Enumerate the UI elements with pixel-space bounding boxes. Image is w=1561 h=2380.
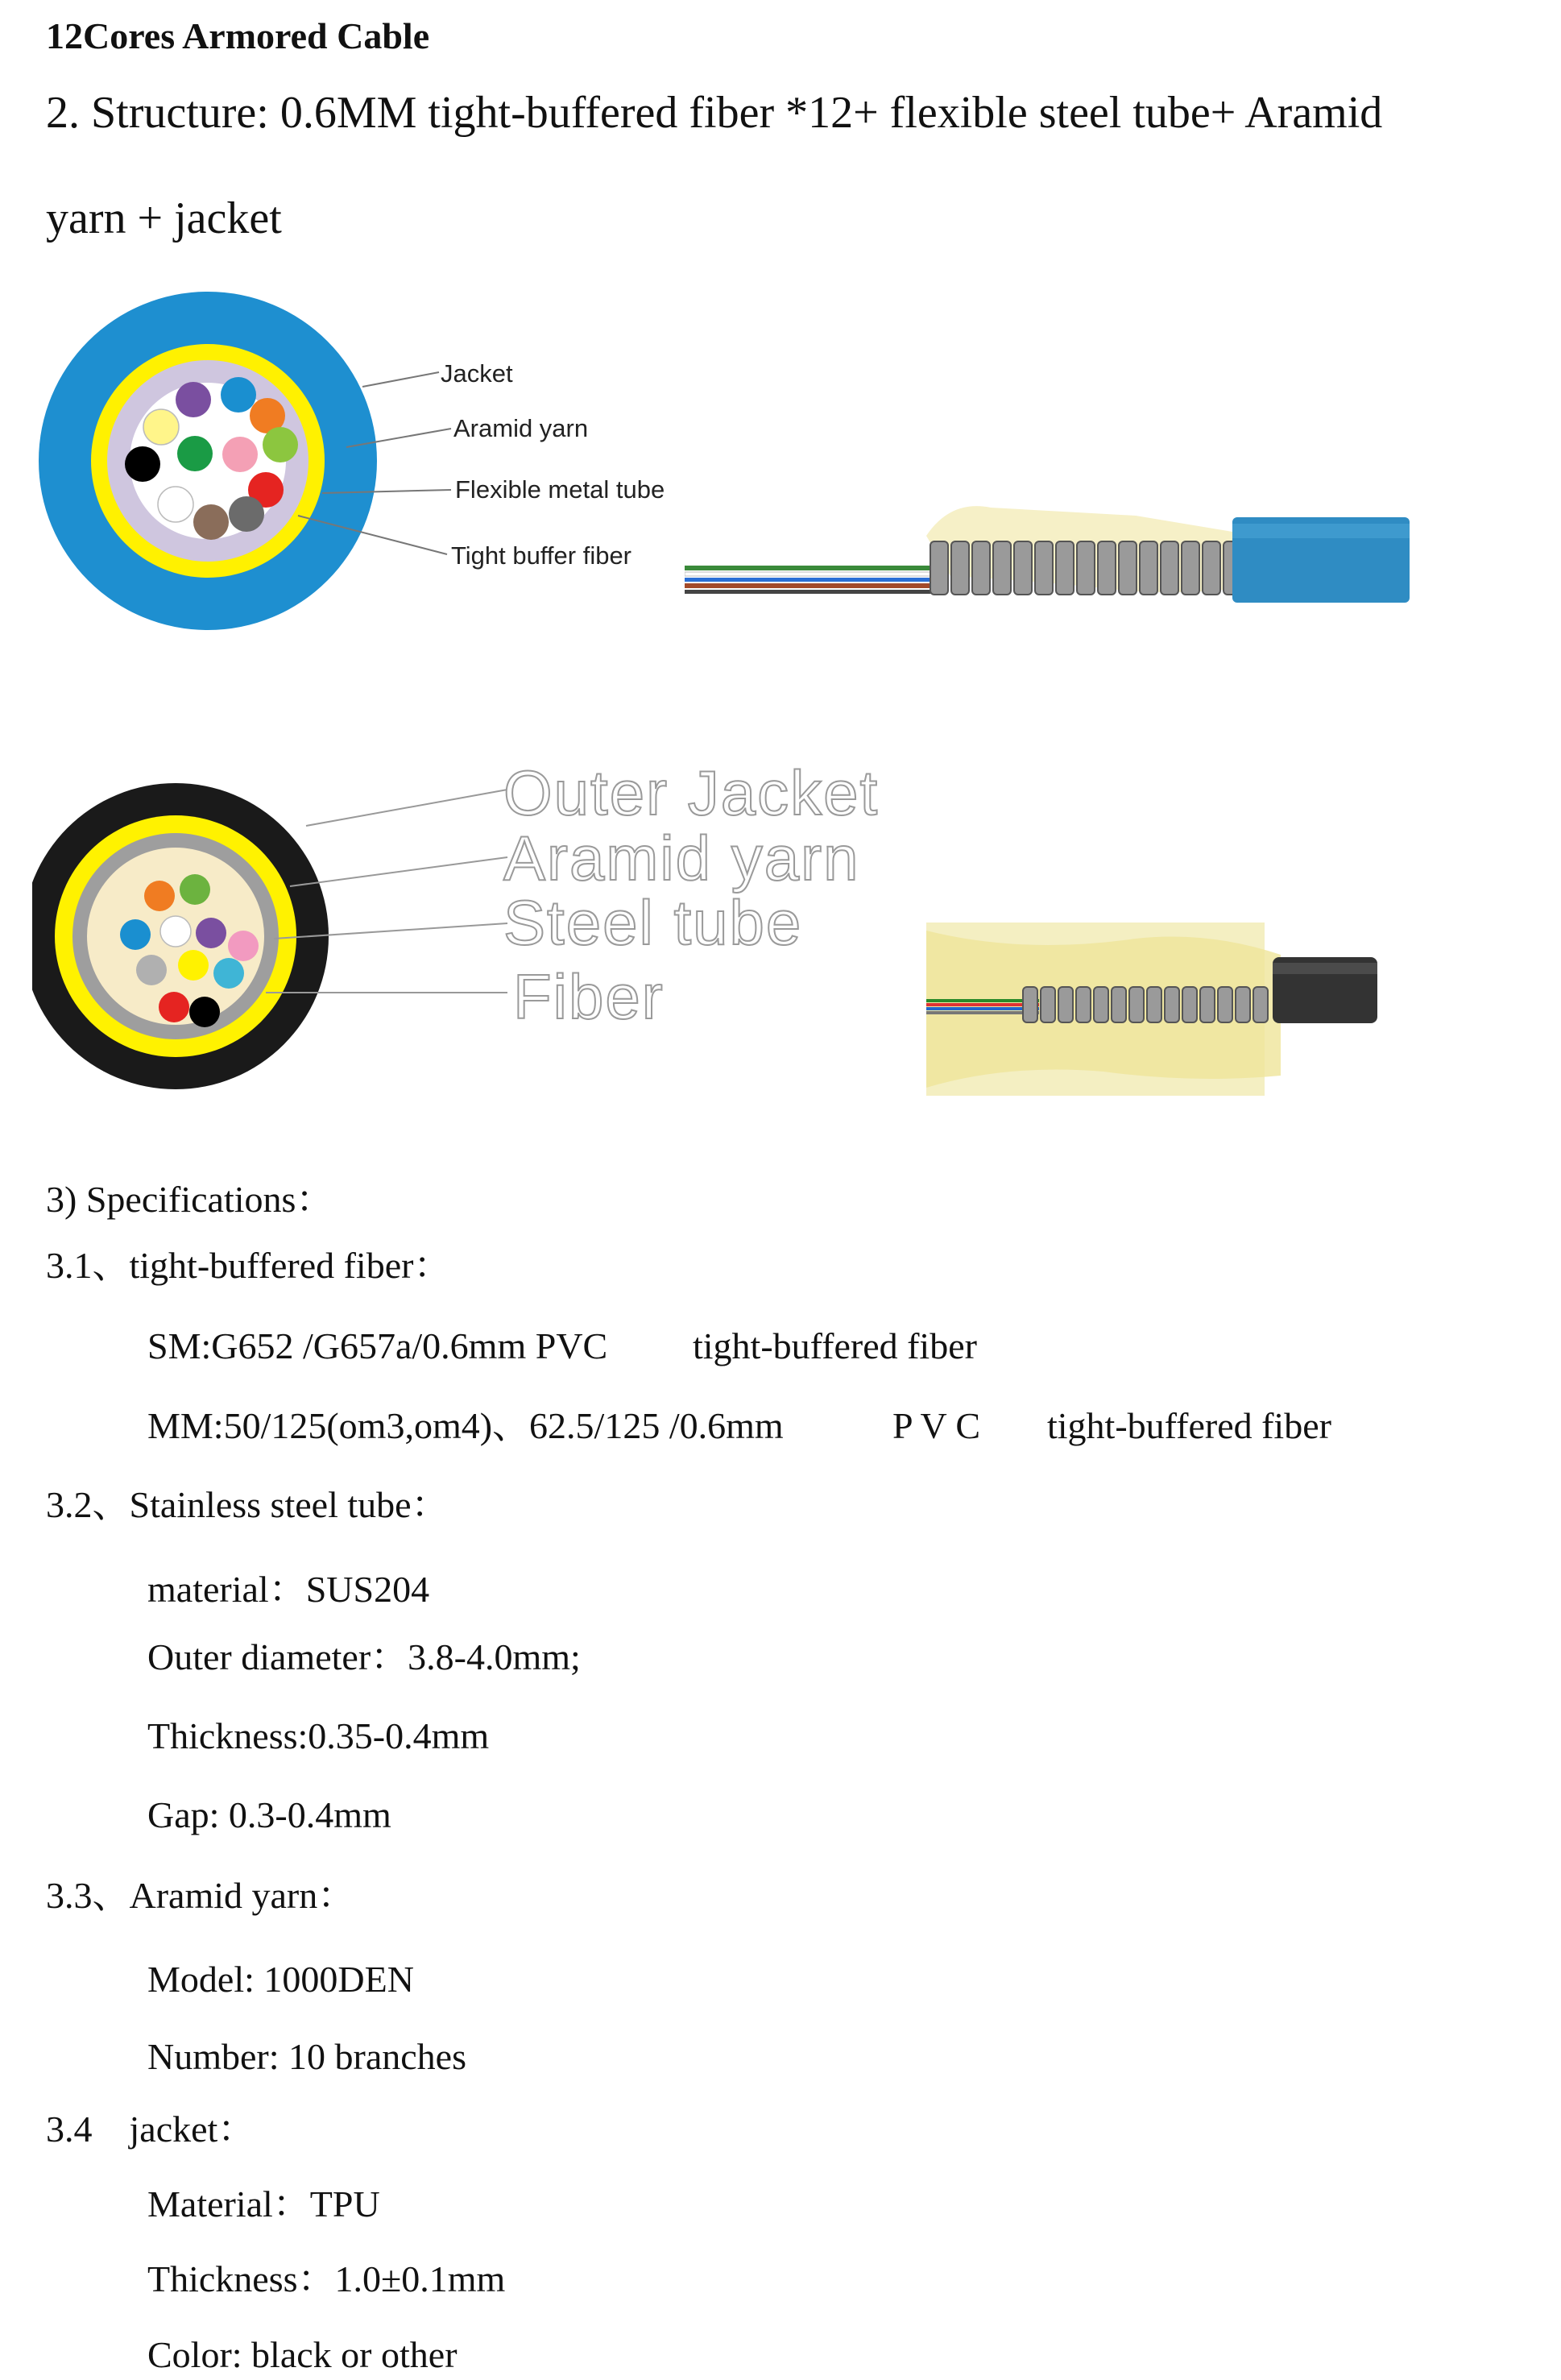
fiber-core (120, 919, 151, 950)
steel-coil-ring (930, 541, 948, 595)
steel-coil-ring (1203, 541, 1220, 595)
steel-coil-ring (1140, 541, 1157, 595)
fiber-core (136, 955, 167, 985)
sm-spec-b: tight-buffered fiber (693, 1325, 977, 1366)
section-3-2-title: 3.2、Stainless steel tube： (46, 1484, 449, 1525)
fiber-core (177, 436, 213, 471)
steel-coil-ring (1129, 987, 1144, 1022)
label-outer-jacket: Outer Jacket (503, 757, 880, 828)
steel-coil-ring (1147, 987, 1161, 1022)
steel-coil-ring (1200, 987, 1215, 1022)
fiber-core (178, 950, 209, 981)
steel-coil-ring (951, 541, 969, 595)
steel-coil (930, 541, 1241, 595)
aramid-model: Model: 1000DEN (147, 1959, 414, 2000)
steel-coil-ring (1041, 987, 1055, 1022)
fiber-core (176, 382, 211, 417)
steel-coil-ring (1014, 541, 1032, 595)
fiber-core (213, 958, 244, 989)
label-jacket: Jacket (441, 359, 513, 388)
jacket-color: Color: black or other (147, 2334, 458, 2375)
tube-gap: Gap: 0.3-0.4mm (147, 1794, 391, 1835)
steel-coil-ring (972, 541, 990, 595)
steel-coil-ring (1161, 541, 1178, 595)
tube-thickness: Thickness:0.35-0.4mm (147, 1715, 490, 1756)
sm-spec-a: SM:G652 /G657a/0.6mm PVC (147, 1325, 608, 1366)
fiber-core (160, 916, 191, 947)
steel-coil-ring (1098, 541, 1116, 595)
fiber-core (158, 487, 193, 522)
steel-coil-ring (1023, 987, 1037, 1022)
specifications-heading: 3) Specifications： (46, 1179, 333, 1220)
fiber-core (180, 874, 210, 905)
steel-coil-ring (1056, 541, 1074, 595)
steel-coil-ring (1077, 541, 1095, 595)
steel-coil-ring (1094, 987, 1108, 1022)
steel-coil-ring (1035, 541, 1053, 595)
jacket-material: Material：TPU (147, 2183, 380, 2225)
steel-coil-ring (1236, 987, 1250, 1022)
fiber-core (143, 409, 179, 445)
section-3-1-title: 3.1、tight-buffered fiber： (46, 1245, 451, 1286)
mm-spec-a: MM:50/125(om3,om4)、62.5/125 /0.6mm (147, 1405, 784, 1446)
steel-coil-ring (1182, 987, 1197, 1022)
fiber-core (193, 504, 229, 540)
steel-coil-ring (1253, 987, 1268, 1022)
cable-cross-section-diagram-1 (32, 282, 757, 645)
fiber-core (228, 931, 259, 961)
aramid-number: Number: 10 branches (147, 2036, 466, 2077)
label-fiber: Fiber (513, 961, 665, 1032)
label-flexible-metal-tube: Flexible metal tube (455, 475, 665, 504)
section-3-4-title: 3.4 jacket： (46, 2108, 255, 2150)
label-aramid-yarn: Aramid yarn (453, 414, 589, 442)
mm-spec-c: tight-buffered fiber (1047, 1405, 1331, 1446)
section-3-3-title: 3.3、Aramid yarn： (46, 1875, 355, 1916)
label-steel-tube: Steel tube (503, 887, 803, 958)
fiber-core (189, 997, 220, 1027)
fiber-core (263, 427, 298, 462)
mm-spec-b: P V C (892, 1405, 981, 1446)
tube-outer-diameter: Outer diameter：3.8-4.0mm; (147, 1636, 581, 1677)
steel-coil-ring (993, 541, 1011, 595)
blue-cable-photo (685, 491, 1410, 628)
fiber-core (221, 377, 256, 413)
document-title: 12Cores Armored Cable (46, 15, 430, 56)
steel-coil-ring (1165, 987, 1179, 1022)
cable-cross-section-diagram-2 (32, 773, 548, 1096)
steel-coil-ring (1218, 987, 1232, 1022)
steel-coil-ring (1119, 541, 1137, 595)
steel-coil-ring (1076, 987, 1091, 1022)
label-tight-buffer-fiber: Tight buffer fiber (451, 541, 632, 570)
black-cable-photo (926, 923, 1377, 1096)
label-aramid-yarn-2: Aramid yarn (503, 823, 860, 894)
fiber-core (125, 446, 160, 482)
steel-coil-ring (1112, 987, 1126, 1022)
steel-coil-ring (1182, 541, 1199, 595)
structure-line-1: 2. Structure: 0.6MM tight-buffered fiber *12+ flexible steel tube+ Aramid (46, 88, 1383, 138)
fiber-core (196, 918, 226, 948)
fiber-core (229, 496, 264, 532)
fiber-core (159, 992, 189, 1022)
structure-line-2: yarn + jacket (46, 193, 282, 243)
steel-coil-ring (1058, 987, 1073, 1022)
tube-material: material：SUS204 (147, 1569, 430, 1610)
fiber-core (144, 881, 175, 911)
fiber-core (222, 437, 258, 472)
jacket-thickness: Thickness：1.0±0.1mm (147, 2258, 506, 2299)
